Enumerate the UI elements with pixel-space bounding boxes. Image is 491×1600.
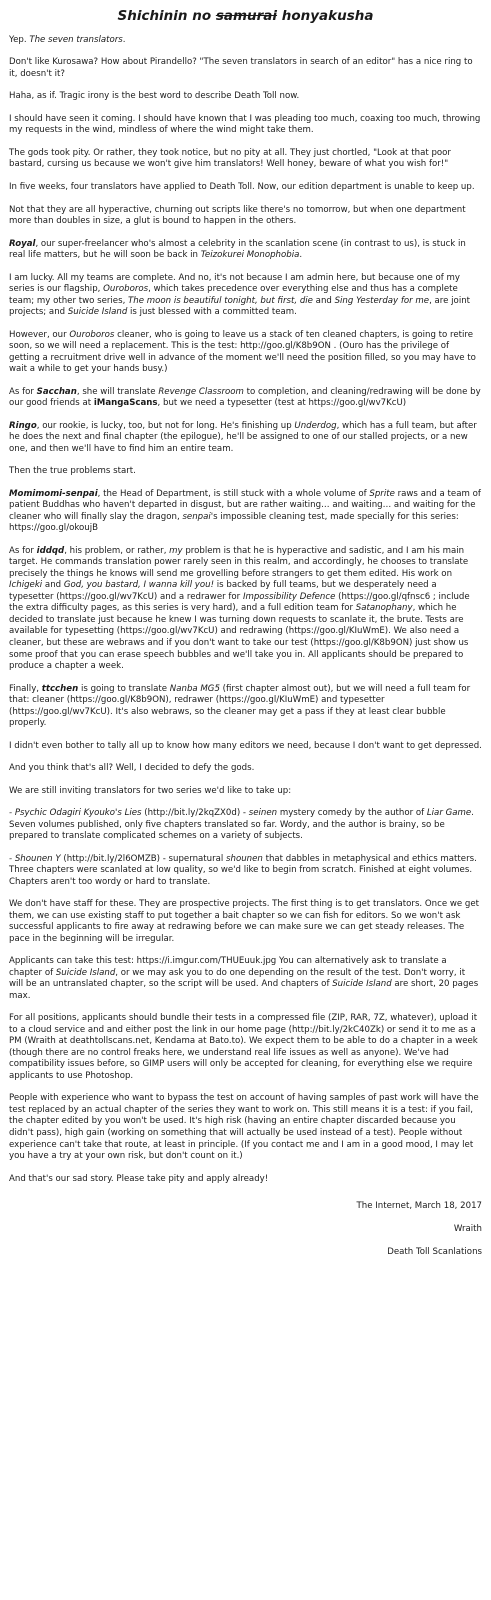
- emphasis-text: iddqd: [36, 545, 65, 556]
- emphasis-text: my: [169, 545, 183, 556]
- text-run: , which has a full team, but after he does the next and final chapter (the epilogue), he'll be assigned to one of our stalled projects, or a new one, and then we'll have to find him an entire team.: [9, 420, 477, 454]
- paragraph: [9, 387, 482, 410]
- emphasis-text: - Shounen Y: [9, 853, 61, 864]
- title-suffix: honyakusha: [277, 8, 374, 24]
- emphasis-text: [37, 387, 77, 397]
- text-run: , but we need a typesetter (test at https://goo.gl/wv7KcU): [157, 398, 407, 409]
- emphasis-text: Underdog: [294, 420, 337, 431]
- text-run: to completion, and cleaning/redrawing will be done by our good friends at: [9, 386, 481, 409]
- text-run: I am lucky. All my teams are complete. And no, it's not because I am admin here, but because one of my series is our flagship,: [9, 272, 460, 295]
- emphasis-text: Impossibility Defence: [242, 591, 336, 602]
- emphasis-text: [9, 239, 35, 249]
- emphasis-text: The moon is beautiful tonight, but first, die: [128, 295, 313, 306]
- text-run: Don't like Kurosawa? How about Pirandello? "The seven translators in search of an editor" has a nice ring to it, doesn't it?: [9, 57, 473, 79]
- text-run: 's impossible cleaning test, made specially for this series: https://goo.gl/okoujB: [9, 511, 459, 534]
- text-run: , our rookie, is lucky, too, but not for long. He's finishing up: [36, 420, 295, 431]
- signature-group: Death Toll Scanlations: [387, 1247, 482, 1258]
- text-run: cleaner, who is going to leave us a stack of ten cleaned chapters, is going to retire soon, so we will need a replacement. This is the test: http://goo.gl/K8b9ON . (Ouro has the privilege of getting a recruitment drive well in advance of the moment we'll need the position filled, so you may have to wait a while to get your hands busy.): [9, 329, 476, 375]
- text-run: As for: [9, 386, 37, 397]
- paragraph: [9, 854, 482, 889]
- emphasis-text: Royal: [9, 238, 36, 249]
- text-run: that dabbles in metaphysical and ethics matters. Three chapters were scanlated at low quality, so we'd like to begin from scratch. Finished at eight volumes. Chapters aren't too wordy or hard to translate.: [9, 853, 477, 887]
- emphasis-text: [9, 489, 98, 499]
- text-run: raws and a team of patient Buddhas who haven't departed in disgust, but are rather waiting… and waiting… and waiting for the cleaner who will finally slay the dragon,: [9, 488, 481, 522]
- emphasis-text: shounen: [226, 853, 263, 864]
- paragraph: [9, 205, 482, 228]
- emphasis-text: ttcchen: [41, 683, 79, 694]
- emphasis-text: Nanba MG5: [169, 683, 220, 694]
- paragraph: [9, 466, 482, 478]
- emphasis-text: iMangaScans: [93, 398, 158, 409]
- paragraph: [9, 421, 482, 456]
- text-run: And you think that's all? Well, I decided to defy the gods.: [9, 763, 255, 774]
- text-run: is backed by full teams, but we desperately need a typesetter (https://goo.gl/wv7KcU) and a redrawer for: [9, 580, 437, 602]
- paragraph: [9, 786, 482, 798]
- paragraph: [9, 489, 482, 535]
- text-run: , or we may ask you to do one depending on the result of the test. Don't worry, it will be an untranslated chapter, so the script will be used. And chapters of: [9, 967, 466, 990]
- emphasis-text: Suicide Island: [332, 979, 392, 990]
- paragraph: [9, 763, 482, 775]
- paragraph: [9, 1174, 482, 1186]
- text-run: Applicants can take this test: https://i.imgur.com/THUEuuk.jpg You can alternatively ask to translate a chapter of: [9, 956, 447, 978]
- emphasis-text: Ouroboros: [69, 329, 115, 340]
- emphasis-text: Sprite: [369, 488, 395, 499]
- text-run: Yep.: [9, 34, 30, 45]
- emphasis-text: Satanophany: [355, 603, 413, 614]
- paragraph: [9, 239, 482, 262]
- text-run: , are joint projects; and: [9, 295, 471, 318]
- title-prefix: Shichinin no: [117, 8, 216, 24]
- text-run: We don't have staff for these. They are prospective projects. The first thing is to get translators. Once we get them, we can use existing staff to put together a bait chapter so we can fish for editors. So we won't ask successful applicants to fire away at redrawing before we can make sure we can get steady releases. The pace in the beginning will be irregular.: [9, 899, 479, 944]
- paragraph: [9, 741, 482, 753]
- paragraph: [9, 1093, 482, 1162]
- text-run: The gods took pity. Or rather, they took notice, but no pity at all. They just chortled, "Look at that poor bastard, cursing us because we won't give him translators! Well honey, beware of what you wish for!": [9, 147, 451, 170]
- text-run: are short, 20 pages max.: [9, 979, 479, 1001]
- text-run: mystery comedy by the author of: [277, 808, 427, 819]
- text-run: Haha, as if. Tragic irony is the best word to describe Death Toll now.: [9, 91, 300, 102]
- text-run: , the Head of Department, is still stuck with a whole volume of: [97, 488, 370, 499]
- emphasis-text: Ichigeki: [9, 580, 43, 591]
- signature-author: Wraith: [453, 1224, 482, 1235]
- text-run: , she will translate: [76, 386, 159, 397]
- text-run: (http://bit.ly/2l6OMZB) - supernatural: [60, 853, 227, 864]
- text-run: And that's our sad story. Please take pity and apply already!: [9, 1173, 269, 1184]
- emphasis-text: Momimomi-senpai: [9, 488, 98, 499]
- paragraph: [9, 684, 482, 730]
- paragraph: [9, 35, 482, 47]
- text-run: For all positions, applicants should bundle their tests in a compressed file (ZIP, RAR, 7Z, whatever), upload it to a cloud service and and either post the link in our home page (http://bit.ly/2kC40Zk) or send it to me as a PM (Wraith at deathtollscans.net, Kendama at Bato.to). We expect them to be able to do a chapter in a week (though there are no control freaks here, we understand real life issues as well as anyone). We've had compatibility issues before, so GIMP users will only be accepted for cleaning, for everything else we require applicants to use Photoshop.: [9, 1013, 478, 1081]
- text-run: and: [42, 580, 64, 591]
- document-title: [9, 8, 482, 25]
- text-run: is just blessed with a committed team.: [127, 307, 297, 318]
- paragraph: [9, 148, 482, 171]
- emphasis-text: seinen: [248, 808, 278, 819]
- paragraph: [9, 899, 482, 945]
- text-run: People with experience who want to bypass the test on account of having samples of past work will have the test replaced by an actual chapter of the series they want to work on. This still means it is a test: if you fail, the chapter edited by you won't be used. It's high risk (having an entire chapter discarded because you didn't pass), high gain (working on something that will actually be used instead of a test). People without experience can't take that route, at least in principle. (If you contact me and I am in a good mood, I may let you have a try at your own risk, but don't count on it.): [9, 1093, 479, 1162]
- paragraph: [9, 182, 482, 194]
- emphasis-text: Suicide Island: [67, 307, 128, 318]
- paragraph: [9, 114, 482, 137]
- text-run: I should have seen it coming. I should have known that I was pleading too much, coaxing too much, throwing my requests in the wind, mindless of where the wind might take them.: [9, 113, 481, 136]
- text-run: is going to translate: [78, 683, 170, 694]
- text-run: We are still inviting translators for two series we'd like to take up:: [9, 785, 292, 796]
- emphasis-text: Ouroboros: [103, 284, 149, 295]
- signature-place-date: The Internet, March 18, 2017: [356, 1201, 482, 1212]
- emphasis-text: [37, 546, 65, 556]
- paragraph: [9, 330, 482, 376]
- emphasis-text: Ringo: [9, 420, 37, 431]
- text-run: problem is that he is hyperactive and sadistic, and I am his main target. He commands translation power rarely seen in this realm, and accordingly, he chooses to translate precisely the things he knows will send me grovelling before strangers to get them edited. His work on: [9, 545, 469, 579]
- text-run: As for: [9, 545, 37, 556]
- text-run: Finally,: [9, 683, 42, 694]
- emphasis-text: The seven translators: [29, 34, 123, 45]
- paragraph: [9, 273, 482, 319]
- text-run: Not that they are all hyperactive, churning out scripts like there's no tomorrow, but when one department more than doubles in size, a glut is bound to happen in the others.: [9, 204, 466, 227]
- text-run: , which he decided to translate just because he knew I was turning down requests to scanlate it, the brute. Tests are available for typesetting (https://goo.gl/wv7KcU) and redrawing (https://goo.gl/KIuWmE). We also need a cleaner, but these are webraws and if you don't want to take our test (https://goo.gl/K8b9ON) just show us some proof that you can erase speech bubbles and we'll take you in. All applicants should be prepared to produce a chapter a week.: [9, 603, 469, 672]
- text-run: However, our: [9, 329, 70, 340]
- title-struck-word: samurai: [215, 8, 278, 24]
- emphasis-text: Teizokurei Monophobia: [200, 250, 300, 261]
- text-run: , his problem, or rather,: [64, 545, 170, 556]
- emphasis-text: [42, 684, 78, 694]
- text-run: (first chapter almost out), but we will need a full team for that: cleaner (https://goo.gl/K8b9ON), redrawer (https://goo.gl/KIuWmE) and typesetter (https://goo.gl/wv7KcU). It's also webraws, so the cleaner may get a pass if they at least clear bubble properly.: [9, 683, 471, 729]
- text-run: , our super-freelancer who's almost a celebrity in the scanlation scene (in contrast to us), is stuck in real life matters, but he will soon be back in: [9, 238, 466, 261]
- emphasis-text: - Psychic Odagiri Kyouko's Lies: [9, 808, 142, 819]
- emphasis-text: Revenge Classroom: [158, 386, 244, 397]
- emphasis-text: Sacchan: [36, 386, 77, 397]
- article-body: [9, 35, 482, 1185]
- emphasis-text: Liar Game: [426, 808, 472, 819]
- text-run: (https://goo.gl/qfnsc6 ; include the extra difficulty pages, as this series is very hard), and a full edition team for: [9, 591, 470, 614]
- emphasis-text: Sing Yesterday for me: [334, 295, 430, 306]
- text-run: , which takes precedence over everything else and thus has a complete team; my other two series,: [9, 284, 458, 306]
- text-run: and: [312, 295, 335, 306]
- paragraph: [9, 546, 482, 673]
- text-run: .: [122, 34, 126, 45]
- emphasis-text: Suicide Island: [55, 967, 116, 978]
- emphasis-text: senpai: [182, 511, 211, 522]
- text-run: . Seven volumes published, only five chapters translated so far. Wordy, and the author is brainy, so be prepared to translate complicated schemes on a variety of subjects.: [9, 808, 474, 842]
- text-run: In five weeks, four translators have applied to Death Toll. Now, our edition department is unable to keep up.: [9, 182, 475, 192]
- text-run: I didn't even bother to tally all up to know how many editors we need, because I don't want to get depressed.: [9, 740, 482, 751]
- text-run: Then the true problems start.: [9, 466, 136, 477]
- text-run: (http://bit.ly/2kqZX0d) -: [141, 808, 249, 819]
- paragraph: [9, 1013, 482, 1082]
- text-run: .: [299, 250, 303, 261]
- emphasis-text: God, you bastard, I wanna kill you!: [63, 580, 215, 591]
- paragraph: [9, 956, 482, 1002]
- paragraph: [9, 91, 482, 103]
- emphasis-text: [9, 421, 37, 431]
- signature-block: [9, 1201, 482, 1259]
- paragraph: [9, 808, 482, 843]
- paragraph: [9, 57, 482, 80]
